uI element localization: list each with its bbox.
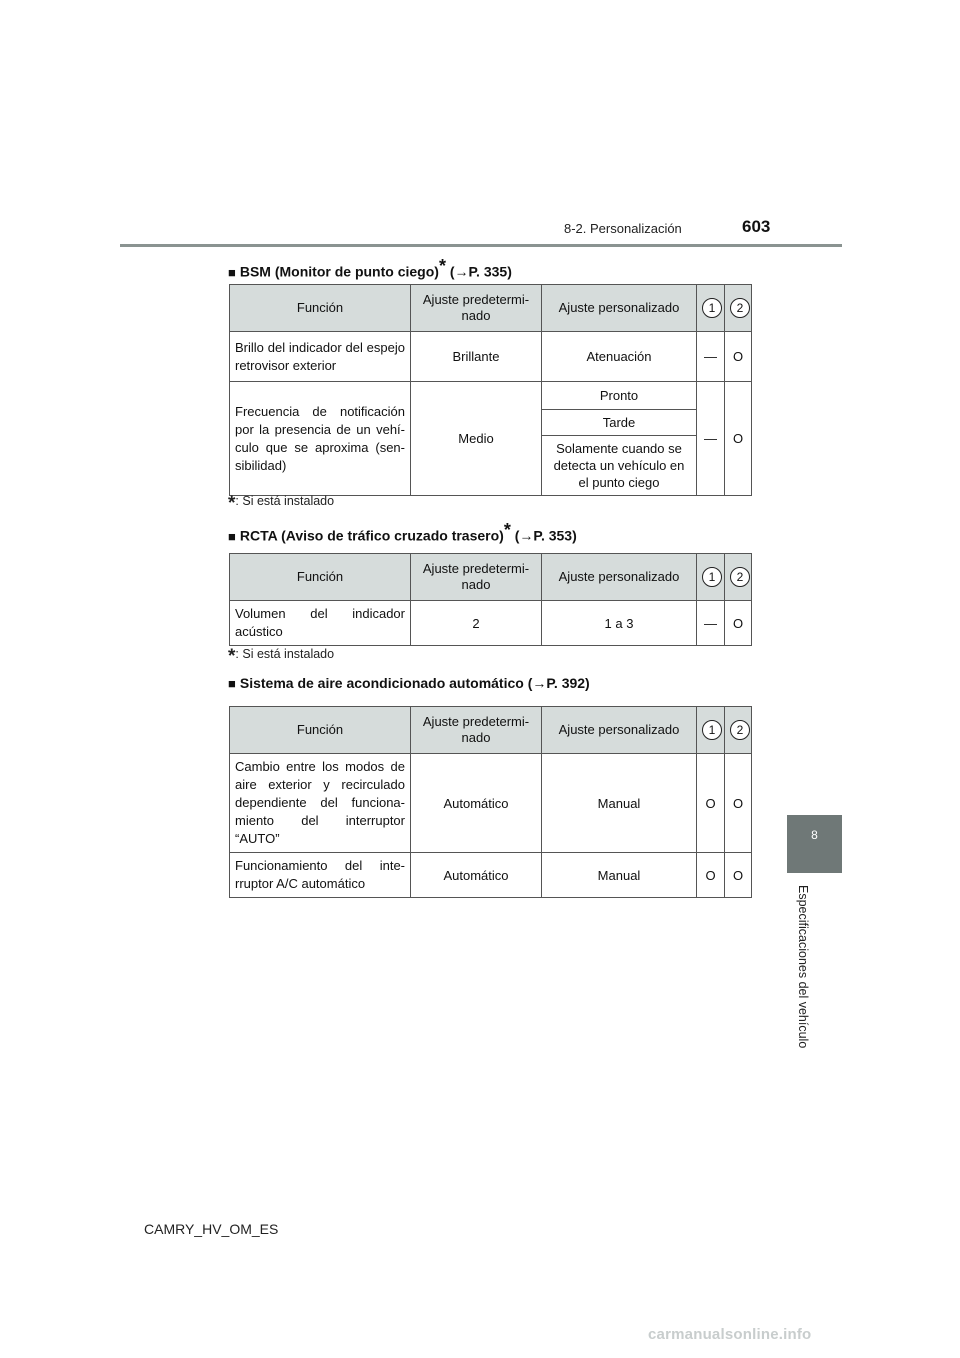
cell-funcion: Frecuencia de notificación por la presencia de un vehí-culo que se aproxima (sen-sibilidad): [230, 382, 411, 496]
watermark: carmanualsonline.info: [648, 1326, 812, 1343]
cell-funcion: Brillo del indicador del espejo retrovisor exterior: [230, 332, 411, 382]
table-bsm: [229, 284, 752, 496]
col-personalizado: Ajuste personalizado: [542, 554, 697, 601]
footnote-star: *: [228, 493, 236, 514]
heading-text: RCTA (Aviso de tráfico cruzado trasero): [239, 527, 504, 544]
col-predeterminado: Ajuste predetermi-nado: [411, 707, 542, 754]
col-predeterminado: Ajuste predetermi-nado: [411, 554, 542, 601]
section-title: 8-2. Personalización: [564, 221, 682, 236]
chapter-tab: 8: [787, 815, 842, 873]
table-row: [230, 601, 752, 646]
cell-predeterminado: Brillante: [411, 332, 542, 382]
col-2: [725, 285, 752, 332]
cell-predeterminado: 2: [411, 601, 542, 646]
cell-predeterminado: Automático: [411, 853, 542, 898]
circled-2: 2: [730, 720, 750, 740]
circled-1: 1: [702, 567, 722, 587]
heading-aire: [228, 675, 590, 691]
table-aire: [229, 706, 752, 898]
cell-personalizado: Pronto: [542, 382, 697, 410]
col-funcion: Función: [230, 285, 411, 332]
table-header-row: [230, 707, 752, 754]
circled-1: 1: [702, 720, 722, 740]
col-predeterminado: Ajuste predetermi-nado: [411, 285, 542, 332]
cell-1: —: [697, 382, 725, 496]
heading-star: *: [438, 256, 446, 276]
cell-2: O: [725, 754, 752, 853]
cell-predeterminado: Automático: [411, 754, 542, 853]
col-1: [697, 285, 725, 332]
table-row: [230, 382, 752, 410]
cell-personalizado: Solamente cuando se detecta un vehículo en el punto ciego: [542, 436, 697, 496]
col-personalizado: Ajuste personalizado: [542, 707, 697, 754]
table-rcta: [229, 553, 752, 646]
circled-1: 1: [702, 298, 722, 318]
heading-text: Sistema de aire acondicionado automático: [239, 675, 524, 691]
col-1: [697, 554, 725, 601]
cell-1: O: [697, 853, 725, 898]
header-rule: [120, 244, 842, 247]
footnote-text: Si está instalado: [242, 494, 335, 508]
heading-rcta: [228, 519, 577, 544]
heading-ref: (→P. 392): [523, 675, 590, 691]
chapter-label: Especificaciones del vehículo: [796, 885, 810, 1049]
cell-2: O: [725, 601, 752, 646]
page-number: 603: [742, 217, 771, 236]
footnote-star: *: [228, 646, 236, 667]
heading-bullet: ■: [228, 676, 236, 691]
heading-ref: (→P. 353): [510, 527, 577, 544]
heading-star: *: [503, 520, 511, 540]
footnote: *: Si está instalado: [228, 493, 335, 514]
footer-code: CAMRY_HV_OM_ES: [144, 1221, 279, 1237]
heading-bullet: ■: [228, 528, 236, 544]
col-funcion: Función: [230, 554, 411, 601]
col-1: [697, 707, 725, 754]
footnote-text: Si está instalado: [242, 647, 335, 661]
cell-personalizado: Tarde: [542, 410, 697, 436]
cell-2: O: [725, 382, 752, 496]
table-header-row: [230, 285, 752, 332]
cell-funcion: Funcionamiento del inte-rruptor A/C automático: [230, 853, 411, 898]
cell-personalizado: 1 a 3: [542, 601, 697, 646]
heading-ref: (→P. 335): [445, 263, 512, 280]
cell-2: O: [725, 853, 752, 898]
table-row: [230, 332, 752, 382]
table-row: [230, 754, 752, 853]
cell-funcion: Volumen del indicador acústico: [230, 601, 411, 646]
footnote: *: Si está instalado: [228, 646, 335, 667]
cell-personalizado: Atenuación: [542, 332, 697, 382]
table-row: [230, 853, 752, 898]
cell-1: O: [697, 754, 725, 853]
circled-2: 2: [730, 298, 750, 318]
heading-bullet: ■: [228, 264, 236, 280]
cell-personalizado: Manual: [542, 754, 697, 853]
col-funcion: Función: [230, 707, 411, 754]
cell-2: O: [725, 332, 752, 382]
cell-predeterminado: Medio: [411, 382, 542, 496]
table-header-row: [230, 554, 752, 601]
cell-1: —: [697, 332, 725, 382]
cell-1: —: [697, 601, 725, 646]
col-2: [725, 554, 752, 601]
cell-personalizado: Manual: [542, 853, 697, 898]
cell-funcion: Cambio entre los modos de aire exterior y recirculado dependiente del funciona-miento del interruptor “AUTO”: [230, 754, 411, 853]
col-2: [725, 707, 752, 754]
circled-2: 2: [730, 567, 750, 587]
heading-text: BSM (Monitor de punto ciego): [239, 263, 439, 280]
heading-bsm: [228, 255, 512, 280]
col-personalizado: Ajuste personalizado: [542, 285, 697, 332]
